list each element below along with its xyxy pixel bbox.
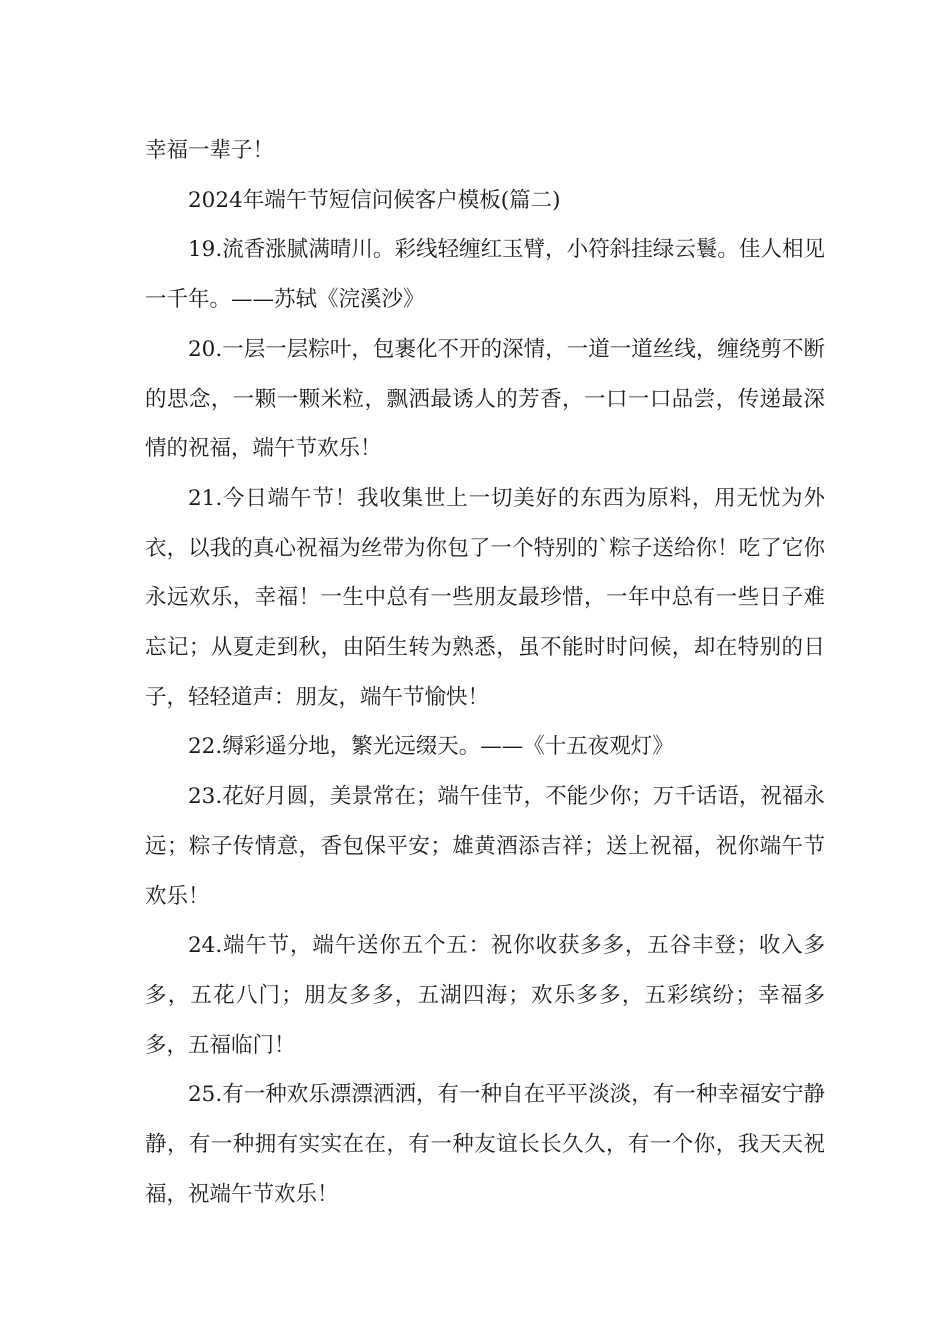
paragraph-22: 22.缛彩遥分地，繁光远缀天。——《十五夜观灯》: [188, 734, 674, 760]
paragraph-24: 24.端午节，端午送你五个五：祝你收获多多，五谷丰登；收入多多，五花八门；朋友多多，五湖四海；欢乐多多，五彩缤纷；幸福多多，五福临门！: [145, 933, 825, 1058]
paragraph-25: 25.有一种欢乐漂漂洒洒，有一种自在平平淡淡，有一种幸福安宁静静，有一种拥有实实在在，有一种友谊长长久久，有一个你，我天天祝福，祝端午节欢乐！: [145, 1082, 825, 1207]
paragraph-21: 21.今日端午节！我收集世上一切美好的东西为原料，用无忧为外衣，以我的真心祝福为丝带为你包了一个特别的`粽子送给你！吃了它你永远欢乐，幸福！一生中总有一些朋友最珍惜，一年中总有一些日子难忘记；从夏走到秋，由陌生转为熟悉，虽不能时时问候，却在特别的日子，轻轻道声：朋友，端午节愉快！: [145, 485, 825, 710]
paragraph-continuation: 幸福一辈子！: [145, 138, 275, 163]
paragraph-20: 20.一层一层粽叶，包裹化不开的深情，一道一道丝线，缠绕剪不断的思念，一颗一颗米粒，飘洒最诱人的芳香，一口一口品尝，传递最深情的祝福，端午节欢乐！: [145, 336, 825, 462]
document-body: [145, 126, 825, 1219]
paragraph-19: 19.流香涨腻满晴川。彩线轻缠红玉臂，小符斜挂绿云鬟。佳人相见一千年。——苏轼《浣溪沙》: [145, 237, 825, 313]
paragraph-23: 23.花好月圆，美景常在；端午佳节，不能少你；万千话语，祝福永远；粽子传情意，香包保平安；雄黄酒添吉祥；送上祝福，祝你端午节欢乐！: [145, 784, 825, 909]
section-heading: 2024年端午节短信问候客户模板(篇二): [188, 187, 561, 213]
